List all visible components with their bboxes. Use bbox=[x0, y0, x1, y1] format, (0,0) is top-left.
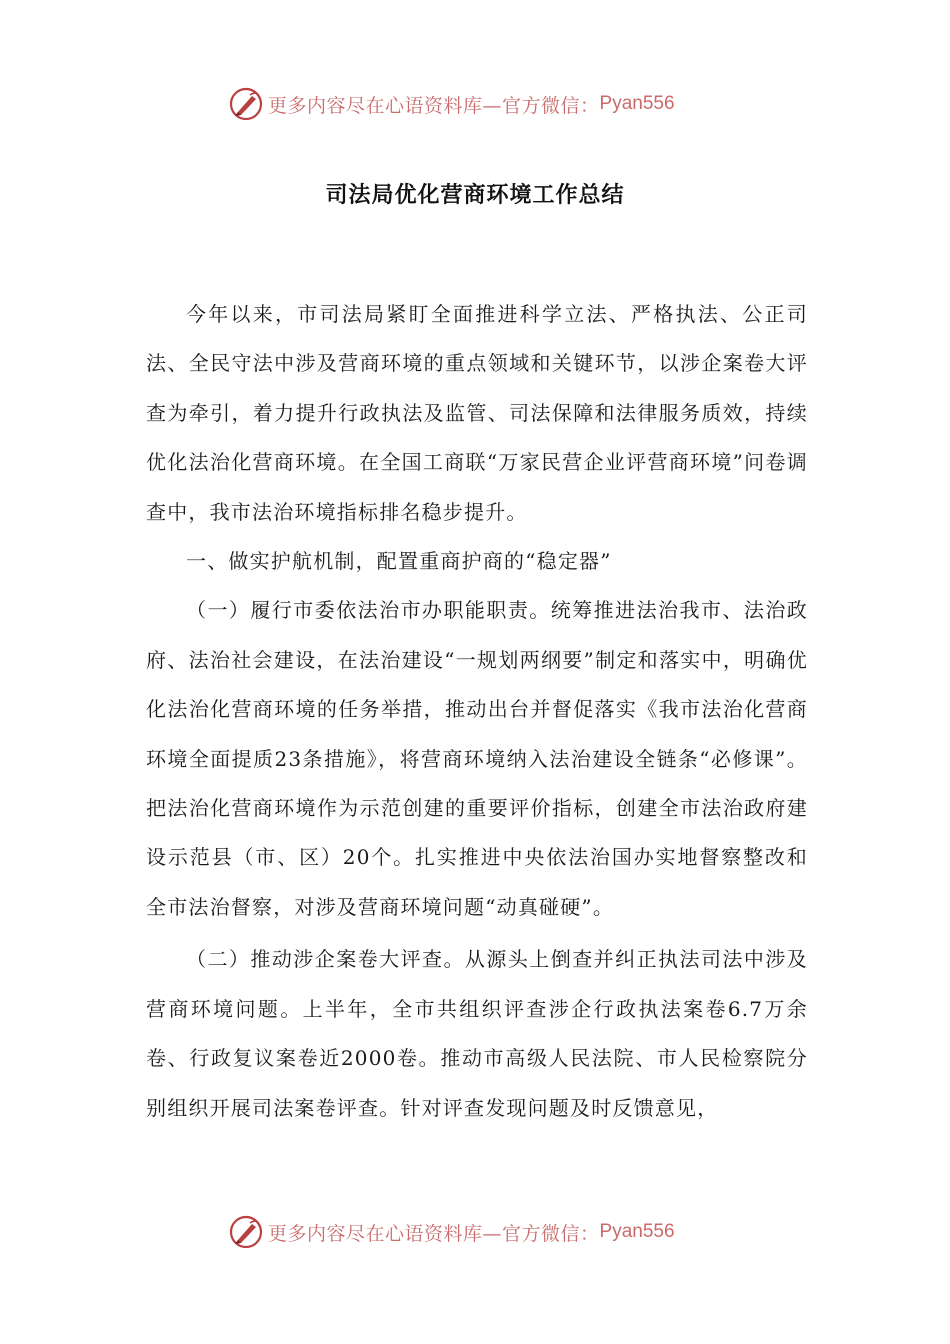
document-body bbox=[146, 290, 808, 1133]
paragraph-intro: 今年以来，市司法局紧盯全面推进科学立法、严格执法、公正司法、全民守法中涉及营商环境的重点领域和关键环节，以涉企案卷大评查为牵引，着力提升行政执法及监管、司法保障和法律服务质效，持续优化法治化营商环境。在全国工商联“万家民营企业评营商环境”问卷调查中，我市法治环境指标排名稳步提升。 bbox=[146, 302, 808, 524]
document-title: 司法局优化营商环境工作总结 bbox=[325, 183, 625, 208]
watermark-wechat-id: Pyan556 bbox=[599, 1221, 675, 1242]
paragraph-item-1: （一）履行市委依法治市办职能职责。统筹推进法治我市、法治政府、法治社会建设，在法治建设“一规划两纲要”制定和落实中，明确优化法治化营商环境的任务举措，推动出台并督促落实《我市法治化营商环境全面提质23条措施》，将营商环境纳入法治建设全链条“必修课”。把法治化营商环境作为示范创建的重要评价指标，创建全市法治政府建设示范县（市、区）20个。扎实推进中央依法治国办实地督察整改和全市法治督察，对涉及营商环境问题“动真碰硬”。 bbox=[146, 598, 808, 919]
watermark-text: 更多内容尽在心语资料库—官方微信： bbox=[268, 1222, 600, 1245]
pen-logo-icon bbox=[228, 1214, 264, 1250]
watermark-header bbox=[228, 84, 675, 124]
section-heading-1: 一、做实护航机制，配置重商护商的“稳定器” bbox=[186, 549, 612, 574]
paragraph-item-2: （二）推动涉企案卷大评查。从源头上倒查并纠正执法司法中涉及营商环境问题。上半年，全市共组织评查涉企行政执法案卷6.7万余卷、行政复议案卷近2000卷。推动市高级人民法院、市人民检察院分别组织开展司法案卷评查。针对评查发现问题及时反馈意见， bbox=[146, 947, 808, 1120]
watermark-footer bbox=[228, 1212, 675, 1252]
pen-logo-icon bbox=[228, 86, 264, 122]
watermark-text: 更多内容尽在心语资料库—官方微信： bbox=[268, 94, 600, 117]
watermark-wechat-id: Pyan556 bbox=[599, 93, 675, 114]
